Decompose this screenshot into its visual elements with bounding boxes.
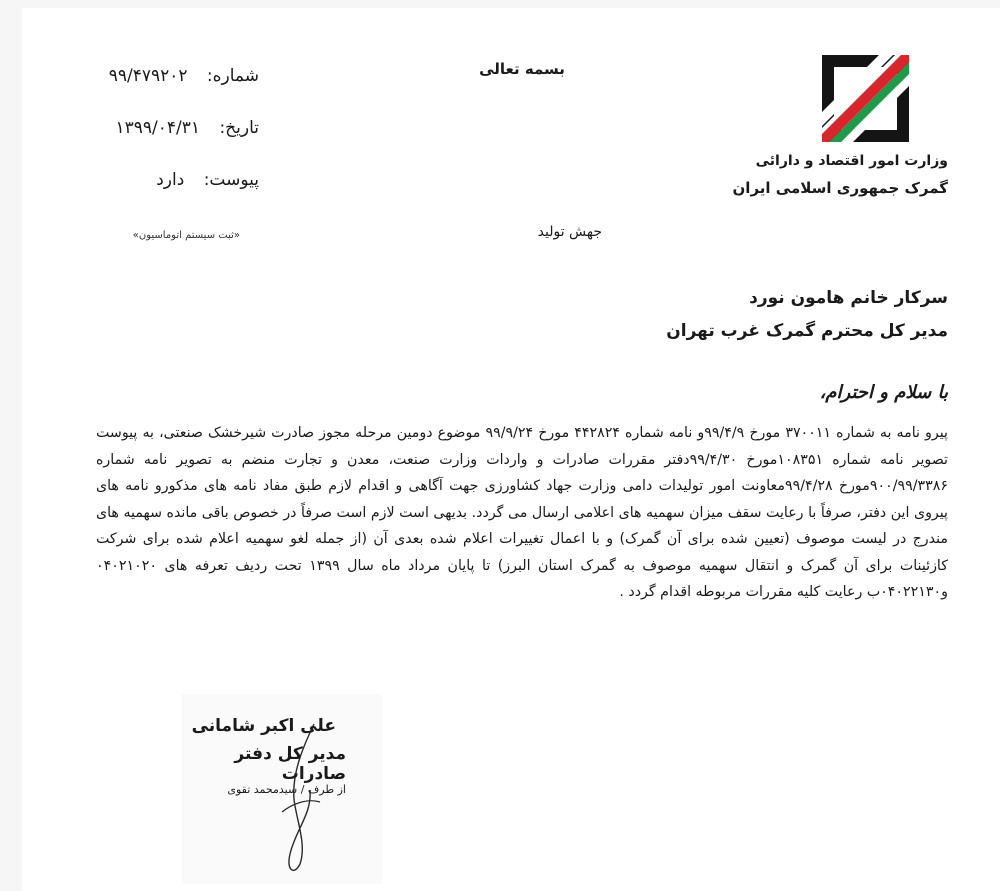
body-paragraph: پیرو نامه به شماره ۳۷۰۰۱۱ مورخ ۹۹/۴/۹و نامه شماره ۴۴۲۸۲۴ مورخ ۹۹/۹/۲۴ موضوع دومین مرحله مجوز صادرت شیرخشک صنعتی، به پیوست تصویر نامه شماره ۱۰۸۳۵۱مورخ ۹۹/۴/۳۰دفتر مقررات صادرات و واردات وزارت صنعت، معدن و تجارت منضم به تصویر نامه شماره ۹۰۰/۹۹/۳۳۸۶مورخ ۹۹/۴/۲۸معاونت امور تولیدات دامی وزارت جهاد کشاورزی جهت آگاهی و اقدام لازم طبق مفاد نامه های مذکورو نامه های پیروی این دفتر، صرفاً با رعایت سقف میزان سهمیه های اعلامی ارسال می گردد. بدیهی است لازم است صرفاً در خصوص باقی مانده سهمیه های مندرج در لیست موصوف (تعیین شده برای آن گمرک) و با اعمال تغییرات اعلام شده بعدی آن (از جمله لغو سهمیه اعلام شده برای شرکت کازئینات برای آن گمرک و انتقال سهمیه موصوف به گمرک استان البرز) تا پایان مرداد ماه سال ۱۳۹۹ تحت ردیف تعرفه های ۰۴۰۲۱۰۲۰ و۰۴۰۲۲۱۳۰ب رعایت کلیه مقررات مربوطه اقدام گردد . [96,425,948,600]
addressee-block [666,282,948,348]
letter-attachment-value: دارد [156,170,185,190]
letter-attachment [156,170,259,190]
letter-number-value: ۹۹/۴۷۹۲۰۲ [108,66,188,86]
bismillah-heading: بسمه تعالی [479,60,565,78]
greeting: با سلام و احترام، [819,382,948,403]
signatory-name: علی اکبر شامانی [191,716,336,736]
signatory-title: مدیر کل دفتر صادرات [234,744,346,784]
letter-number [109,66,259,86]
letter-date-label: تاریخ: [219,118,259,138]
letter-body [96,420,948,606]
subject-slogan: جهش تولید [537,224,602,240]
addressee-name: سرکار خانم هامون نورد [749,288,948,308]
letter-number-label: شماره: [206,66,259,86]
letter-attachment-label: پیوست: [203,170,259,190]
org-ministry: وزارت امور اقتصاد و دارائی [755,153,948,169]
organization-block [733,148,949,202]
letter-date [116,118,259,138]
addressee-title: مدیر کل محترم گمرک غرب تهران [666,321,948,341]
org-customs: گمرک جمهوری اسلامی ایران [732,179,948,197]
automation-system-note: «ثبت سیستم اتوماسیون» [132,230,240,241]
letter-date-value: ۱۳۹۹/۰۴/۳۱ [115,118,201,138]
signatory-on-behalf: از طرف / سیدمحمد تقوی [227,783,346,796]
customs-logo-icon [819,52,912,145]
letter-page [22,8,1000,891]
signature-block [182,694,382,884]
